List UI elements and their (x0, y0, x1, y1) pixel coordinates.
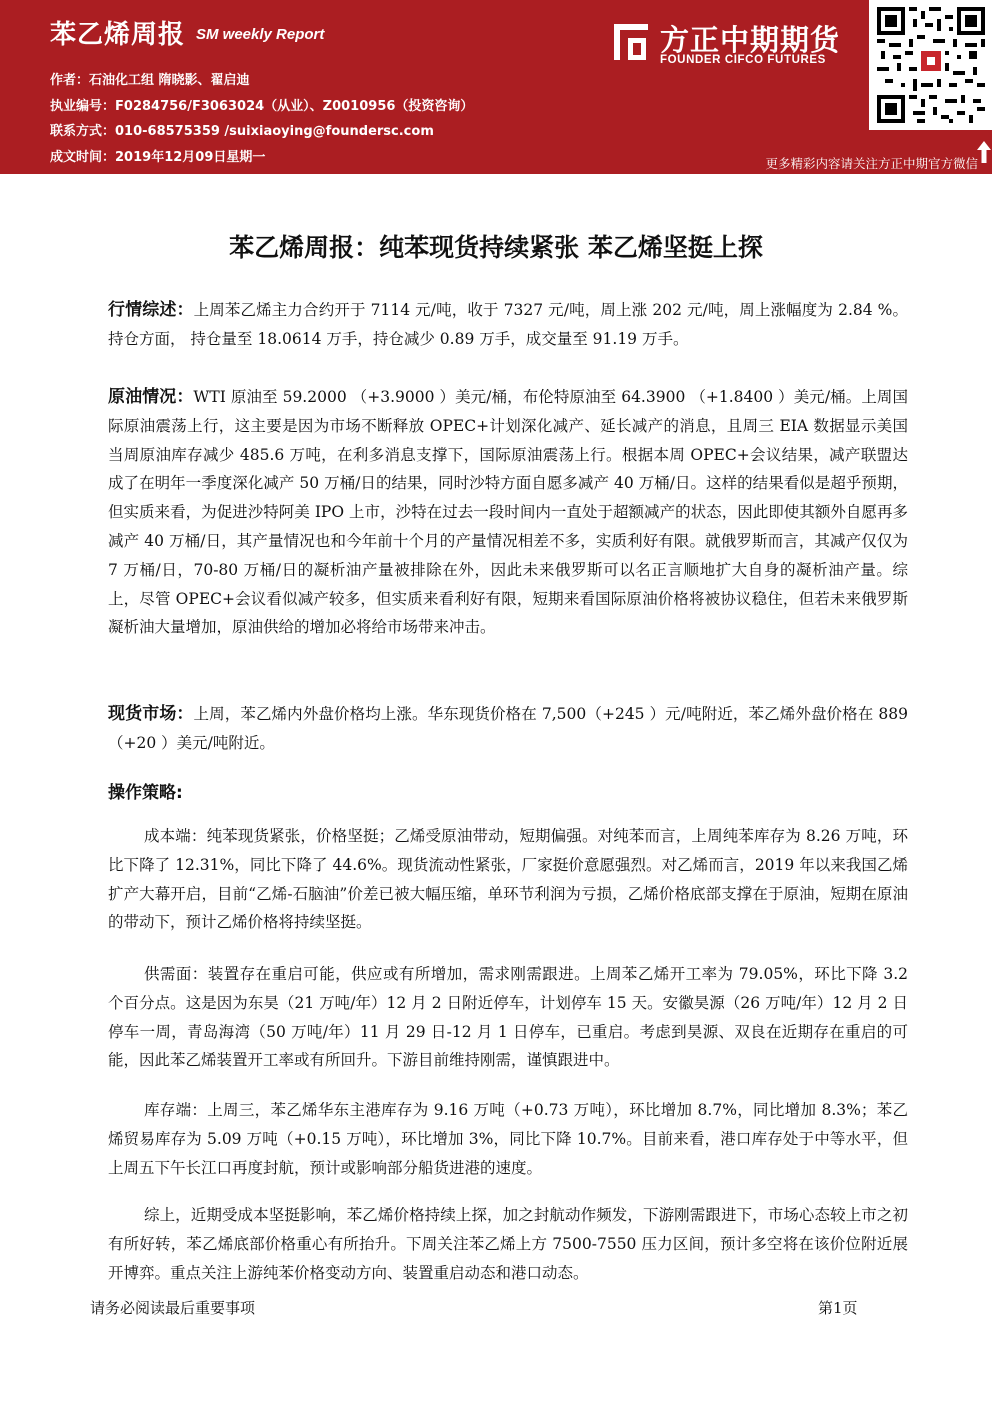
document-title: 苯乙烯周报：纯苯现货持续紧张 苯乙烯坚挺上探 (229, 233, 763, 262)
footer-notice: 请务必阅读最后重要事项 (90, 1299, 256, 1317)
market-overview-heading: 行情综述： (108, 300, 194, 320)
logo-cn-text: 方正中期期货 (660, 23, 841, 57)
strategy-supply: 供需面：装置存在重启可能，供应或有所增加，需求刚需跟进。上周苯乙烯开工率为 79.05%，环比下降 3.2 个百分点。这是因为东昊（21 万吨/年）12 月 2 日附近停车，计划停车 15 天。安徽昊源（26 万吨/年）12 月 2 日停车一周，青岛海湾（50 万吨/年）11 月 29 日-12 月 1 日停车，已重启。考虑到昊源、双良在近期存在重启的可能，因此苯乙烯装置开工率或有所回升。下游目前维持刚需，谨慎跟进中。 (108, 965, 908, 1070)
cert-label: 执业编号： (50, 99, 116, 114)
logo-en-text: FOUNDER CIFCO FUTURES (660, 54, 826, 66)
contact-label: 联系方式： (50, 124, 116, 139)
date-label: 成文时间： (50, 150, 116, 165)
qr-code-icon (877, 6, 985, 124)
meta-date (50, 146, 265, 165)
spot-market-section (108, 700, 908, 758)
meta-contact (50, 120, 434, 139)
crude-oil-heading: 原油情况： (108, 387, 194, 407)
arrow-up-icon (976, 140, 992, 164)
contact-value: 010-68575359 /suixiaoying@foundersc.com (115, 124, 434, 139)
date-value: 2019年12月09日星期一 (115, 150, 266, 165)
strategy-cost: 成本端：纯苯现货紧张，价格坚挺；乙烯受原油带动，短期偏强。对纯苯而言，上周纯苯库存为 8.26 万吨，环比下降了 12.31%，同比下降了 44.6%。现货流动性紧张，厂家挺价意愿强烈。对乙烯而言，2019 年以来我国乙烯扩产大幕开启，目前“乙烯-石脑油”价差已被大幅压缩，单环节利润为亏损，乙烯价格底部支撑在于原油，短期在原油的带动下，预计乙烯价格将持续坚挺。 (108, 827, 908, 932)
author-label: 作者： (50, 73, 90, 88)
market-overview (108, 296, 908, 354)
strategy-inventory: 库存端：上周三，苯乙烯华东主港库存为 9.16 万吨（+0.73 万吨），环比增加 8.7%，同比增加 8.3%；苯乙烯贸易库存为 5.09 万吨（+0.15 万吨），环比增加 3%，同比下降 10.7%。目前来看，港口库存处于中等水平，但上周五下午长江口再度封航，预计或影响部分船货进港的速度。 (108, 1101, 908, 1177)
crude-oil-text: WTI 原油至 59.2000 （+3.9000 ）美元/桶，布伦特原油至 64.3900 （+1.8400 ）美元/桶。上周国际原油震荡上行，这主要是因为市场不断释放 OPEC+计划深化减产、延长减产的消息，且周三 EIA 数据显示美国当周原油库存减少 485.6 万吨，在利多消息支撑下，国际原油震荡上行。根据本周 OPEC+会议结果，减产联盟达成了在明年一季度深化减产 50 万桶/日的结果，同时沙特方面自愿多减产 40 万桶/日。这样的结果看似是超乎预期，但实质来看，为促进沙特阿美 IPO 上市，沙特在过去一段时间内一直处于超额减产的状态，因此即使其额外自愿再多减产 40 万桶/日，其产量情况也和今年前十个月的产量情况相差不多，实质利好有限。就俄罗斯而言，其减产仅仅为 7 万桶/日，70-80 万桶/日的凝析油产量被排除在外，因此未来俄罗斯可以名正言顺地扩大自身的凝析油产量。综上，尽管 OPEC+会议看似减产较多，但实质来看利好有限，短期来看国际原油价格将被协议稳住，但若未来俄罗斯凝析油大量增加，原油供给的增加必将给市场带来冲击。 (108, 388, 909, 637)
brand-title: 苯乙烯周报 (50, 20, 186, 50)
qr-code (869, 0, 992, 130)
crude-oil-section (108, 383, 908, 642)
company-logo (608, 18, 864, 70)
page-number: 第1页 (818, 1299, 858, 1317)
report-header (0, 0, 992, 174)
spot-market-heading: 现货市场： (108, 704, 194, 724)
cert-value: F0284756/F3063024（从业）、Z0010956（投资咨询） (115, 99, 474, 114)
strategy-summary: 综上，近期受成本坚挺影响，苯乙烯价格持续上探，加之封航动作频发，下游刚需跟进下，市场心态较上市之初有所好转，苯乙烯底部价格重心有所抬升。下周关注苯乙烯上方 7500-7550 压力区间，预计多空将在该价位附近展开博弈。重点关注上游纯苯价格变动方向、装置重启动态和港口动态。 (108, 1206, 908, 1282)
market-overview-text: 上周苯乙烯主力合约开于 7114 元/吨，收于 7327 元/吨，周上涨 202 元/吨，周上涨幅度为 2.84 %。持仓方面， 持仓量至 18.0614 万手，持仓减少 0.89 万手，成交量至 91.19 万手。 (108, 301, 909, 348)
founder-logo-icon (608, 20, 652, 64)
strategy-heading: 操作策略: (108, 783, 183, 803)
meta-author (50, 69, 250, 88)
follow-wechat-text: 更多精彩内容请关注方正中期官方微信 (765, 156, 978, 171)
author-value: 石油化工组 隋晓影、翟启迪 (89, 73, 250, 88)
brand-subtitle: SM weekly Report (196, 26, 325, 43)
spot-market-text: 上周，苯乙烯内外盘价格均上涨。华东现货价格在 7,500（+245 ）元/吨附近，苯乙烯外盘价格在 889（+20 ）美元/吨附近。 (108, 705, 908, 752)
meta-cert (50, 95, 473, 114)
